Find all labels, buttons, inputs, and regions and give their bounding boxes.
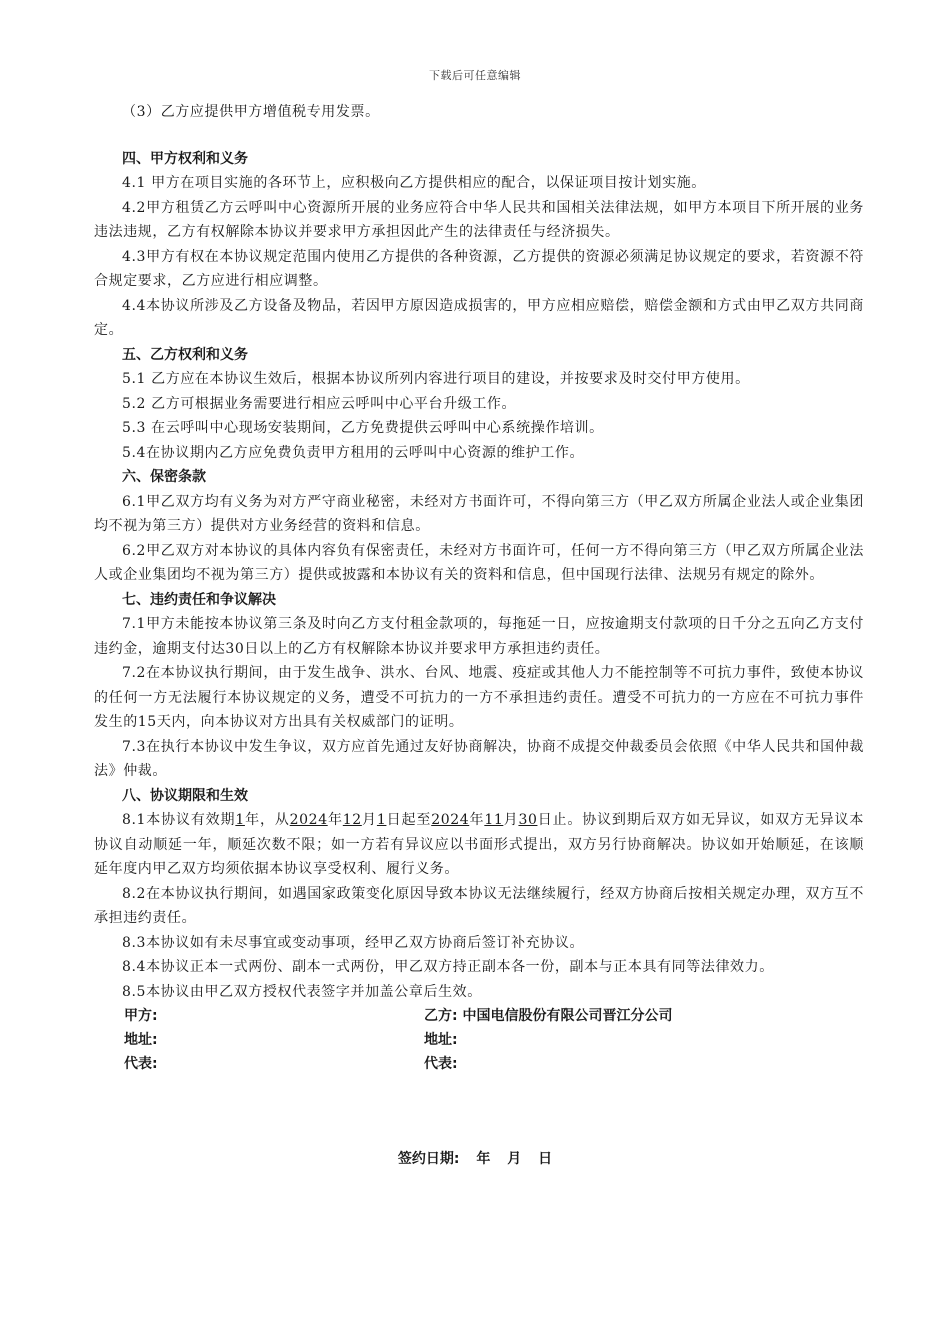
clause-8-1-text-e: 日起至: [386, 812, 432, 828]
intro-paragraph: （3）乙方应提供甲方增值税专用发票。: [122, 104, 380, 120]
address-a-label: 地址:: [124, 1032, 158, 1048]
document-body: [94, 100, 864, 1084]
clause-5-2: 5.2 乙方可根据业务需要进行相应云呼叫中心平台升级工作。: [122, 395, 517, 412]
clause-6-2: 6.2甲乙双方对本协议的具体内容负有保密责任，未经对方书面许可，任何一方不得向第三方（甲乙双方所属企业法人或企业集团均不视为第三方）提供或披露和本协议有关的资料和信息，但中国现行法律、法规另有规定的除外。: [94, 542, 864, 583]
section-4: [94, 147, 864, 343]
end-month: 11: [484, 812, 504, 828]
section-4-title: 四、甲方权利和义务: [122, 150, 248, 167]
clause-8-1: [94, 808, 864, 882]
signature-row-party: [94, 1004, 864, 1028]
start-year: 2024: [289, 812, 328, 828]
clause-8-1-text-a: 8.1本协议有效期: [122, 812, 236, 828]
section-8: [94, 784, 864, 1005]
section-6: [94, 465, 864, 588]
start-month: 12: [342, 812, 362, 828]
clause-8-1-text-g: 月: [503, 812, 519, 828]
section-7: [94, 588, 864, 784]
rep-b-label: 代表:: [424, 1056, 458, 1072]
signature-row-address: [94, 1028, 864, 1052]
page-header: 下载后可任意编辑: [429, 69, 521, 82]
party-a-label: 甲方:: [124, 1008, 158, 1024]
term-years: 1: [235, 812, 245, 828]
clause-8-5: 8.5本协议由甲乙双方授权代表签字并加盖公章后生效。: [122, 983, 482, 1000]
clause-8-1-text-b: 年，从: [244, 812, 290, 828]
end-day: 30: [518, 812, 538, 828]
clause-5-3: 5.3 在云呼叫中心现场安装期间，乙方免费提供云呼叫中心系统操作培训。: [122, 420, 604, 436]
clause-4-2: 4.2甲方租赁乙方云呼叫中心资源所开展的业务应符合中华人民共和国相关法律法规，如甲方本项目下所开展的业务违法违规，乙方有权解除本协议并要求甲方承担因此产生的法律责任与经济损失。: [94, 199, 864, 240]
clause-7-1: 7.1甲方未能按本协议第三条及时向乙方支付租金款项的，每拖延一日，应按逾期支付款项的日千分之五向乙方支付违约金，逾期支付达30日以上的乙方有权解除本协议并要求甲方承担违约责任。: [94, 616, 864, 657]
address-b-label: 地址:: [424, 1032, 458, 1048]
clause-7-3: 7.3在执行本协议中发生争议，双方应首先通过友好协商解决，协商不成提交仲裁委员会依照《中华人民共和国仲裁法》仲裁。: [94, 738, 864, 779]
party-b-label: 乙方: 中国电信股份有限公司晋江分公司: [424, 1008, 673, 1024]
rep-a-label: 代表:: [124, 1056, 158, 1072]
clause-7-2: 7.2在本协议执行期间，由于发生战争、洪水、台风、地震、疫症或其他人力不能控制等不可抗力事件，致使本协议的任何一方无法履行本协议规定的义务，遭受不可抗力的一方不承担违约责任。遭受不可抗力的一方应在不可抗力事件发生的15天内，向本协议对方出具有关权威部门的证明。: [94, 665, 864, 730]
clause-5-4: 5.4在协议期内乙方应免费负责甲方租用的云呼叫中心资源的维护工作。: [122, 444, 585, 461]
clause-8-2: 8.2在本协议执行期间，如遇国家政策变化原因导致本协议无法继续履行，经双方协商后按相关规定办理，双方互不承担违约责任。: [94, 885, 864, 926]
section-8-title: 八、协议期限和生效: [122, 787, 248, 804]
signing-date: 签约日期: 年 月 日: [397, 1151, 553, 1167]
clause-8-3: 8.3本协议如有未尽事宜或变动事项，经甲乙双方协商后签订补充协议。: [122, 934, 585, 951]
signature-block: [94, 1004, 864, 1084]
section-6-title: 六、保密条款: [122, 469, 206, 485]
clause-5-1: 5.1 乙方应在本协议生效后，根据本协议所列内容进行项目的建设，并按要求及时交付甲方使用。: [122, 371, 750, 387]
section-5-title: 五、乙方权利和义务: [122, 346, 248, 363]
signature-row-representative: [94, 1052, 864, 1076]
clause-8-1-text-c: 年: [327, 812, 343, 828]
section-5: [94, 343, 864, 466]
clause-4-3: 4.3甲方有权在本协议规定范围内使用乙方提供的各种资源，乙方提供的资源必须满足协议规定的要求，若资源不符合规定要求，乙方应进行相应调整。: [94, 248, 864, 289]
clause-4-1: 4.1 甲方在项目实施的各环节上，应积极向乙方提供相应的配合，以保证项目按计划实施。: [122, 175, 706, 191]
clause-8-1-text-f: 年: [469, 812, 485, 828]
start-day: 1: [376, 812, 387, 828]
clause-8-4: 8.4本协议正本一式两份、副本一式两份，甲乙双方持正副本各一份，副本与正本具有同等法律效力。: [122, 959, 774, 975]
clause-6-1: 6.1甲乙双方均有义务为对方严守商业秘密，未经对方书面许可，不得向第三方（甲乙双方所属企业法人或企业集团均不视为第三方）提供对方业务经营的资料和信息。: [94, 493, 864, 534]
clause-8-1-text-d: 月: [361, 812, 377, 828]
section-7-title: 七、违约责任和争议解决: [122, 591, 276, 608]
clause-4-4: 4.4本协议所涉及乙方设备及物品，若因甲方原因造成损害的，甲方应相应赔偿，赔偿金额和方式由甲乙双方共同商定。: [94, 297, 864, 338]
clause-8-1-text-h: 日止。协议到期后双方如无异议，如双方无异议本协议自动顺延一年，顺延次数不限；如一方若有异议应以书面形式提出，双方另行协商解决。协议如开始顺延，在该顺延年度内甲乙双方均须依据本协议享受权利、履行义务。: [94, 812, 864, 877]
end-year: 2024: [431, 812, 470, 828]
